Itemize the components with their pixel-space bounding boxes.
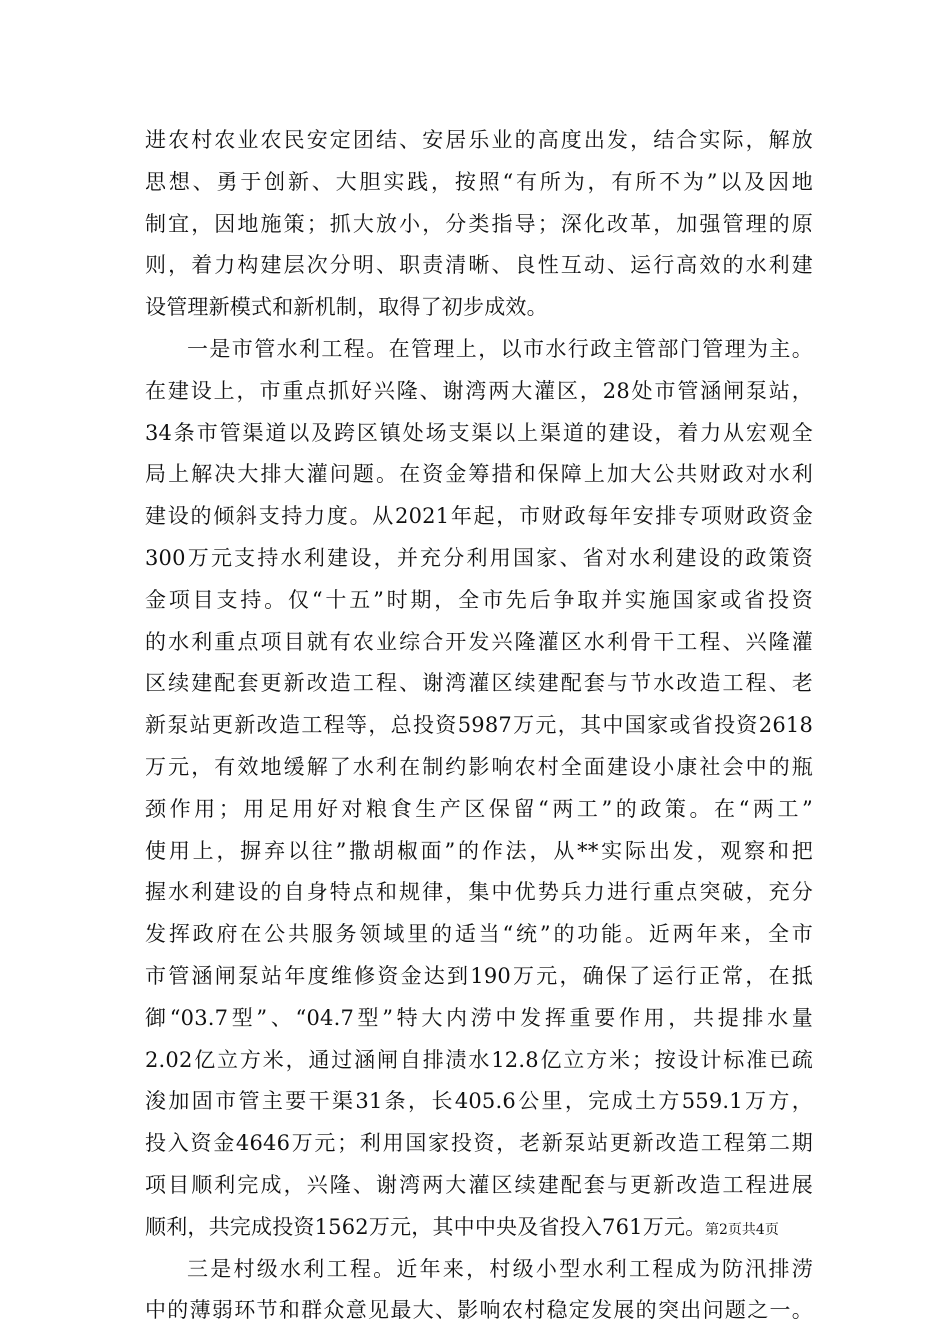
text-line: 300万元支持水利建设，并充分利用国家、省对水利建设的政策资 bbox=[145, 545, 813, 570]
page-number: 第2页共4页 bbox=[705, 1222, 779, 1238]
text-line: 顺利，共完成投资1562万元，其中中央及省投入761万元。 bbox=[145, 1214, 707, 1239]
text-line: 的水利重点项目就有农业综合开发兴隆灌区水利骨干工程、兴隆灌 bbox=[145, 629, 813, 654]
text-line: 项目顺利完成，兴隆、谢湾两大灌区续建配套与更新改造工程进展 bbox=[145, 1172, 813, 1197]
text-line: 2.02亿立方米，通过涵闸自排渍水12.8亿立方米；按设计标准已疏 bbox=[145, 1047, 813, 1072]
text-line: 投入资金4646万元；利用国家投资，老新泵站更新改造工程第二期 bbox=[145, 1131, 813, 1156]
text-line: 设管理新模式和新机制，取得了初步成效。 bbox=[145, 295, 548, 320]
text-line: 市管涵闸泵站年度维修资金达到190万元，确保了运行正常，在抵 bbox=[145, 963, 813, 988]
text-line: 一是市管水利工程。在管理上，以市水行政主管部门管理为主。 bbox=[187, 336, 813, 361]
text-line: 进农村农业农民安定团结、安居乐业的高度出发，结合实际，解放 bbox=[145, 128, 813, 152]
paragraph bbox=[145, 120, 813, 329]
text-line: 发挥政府在公共服务领域里的适当“统”的功能。近两年来，全市 bbox=[145, 922, 813, 947]
text-line: 使用上，摒弃以往”撒胡椒面”的作法，从**实际出发，观察和把 bbox=[145, 838, 813, 863]
text-line: 思想、勇于创新、大胆实践，按照“有所为，有所不为”以及因地 bbox=[145, 169, 813, 194]
text-line: 三是村级水利工程。近年来，村级小型水利工程成为防汛排涝 bbox=[187, 1256, 813, 1281]
text-line: 34条市管渠道以及跨区镇处场支渠以上渠道的建设，着力从宏观全 bbox=[145, 420, 813, 445]
text-line: 颈作用；用足用好对粮食生产区保留“两工”的政策。在“两工” bbox=[145, 796, 813, 821]
text-line: 浚加固市管主要干渠31条，长405.6公里，完成土方559.1万方， bbox=[145, 1089, 813, 1114]
paragraph bbox=[145, 329, 813, 1249]
text-line: 御“03.7型”、“04.7型”特大内涝中发挥重要作用，共提排水量 bbox=[145, 1005, 813, 1030]
document-body bbox=[145, 120, 813, 1332]
text-line: 则，着力构建层次分明、职责清晰、良性互动、运行高效的水利建 bbox=[145, 253, 813, 278]
text-line: 建设的倾斜支持力度。从2021年起，市财政每年安排专项财政资金 bbox=[145, 504, 813, 529]
text-line: 新泵站更新改造工程等，总投资5987万元，其中国家或省投资2618 bbox=[145, 713, 813, 738]
text-line: 中的薄弱环节和群众意见最大、影响农村稳定发展的突出问题之一。 bbox=[145, 1298, 813, 1323]
text-line: 万元，有效地缓解了水利在制约影响农村全面建设小康社会中的瓶 bbox=[145, 754, 813, 779]
paragraph bbox=[145, 1249, 813, 1333]
text-line: 区续建配套更新改造工程、谢湾灌区续建配套与节水改造工程、老 bbox=[145, 671, 813, 696]
text-line: 在建设上，市重点抓好兴隆、谢湾两大灌区，28处市管涵闸泵站， bbox=[145, 378, 813, 403]
text-line: 制宜，因地施策；抓大放小，分类指导；深化改革，加强管理的原 bbox=[145, 211, 813, 236]
text-line: 金项目支持。仅“十五”时期，全市先后争取并实施国家或省投资 bbox=[145, 587, 813, 612]
text-line: 局上解决大排大灌问题。在资金筹措和保障上加大公共财政对水利 bbox=[145, 462, 813, 487]
text-line: 握水利建设的自身特点和规律，集中优势兵力进行重点突破，充分 bbox=[145, 880, 813, 905]
